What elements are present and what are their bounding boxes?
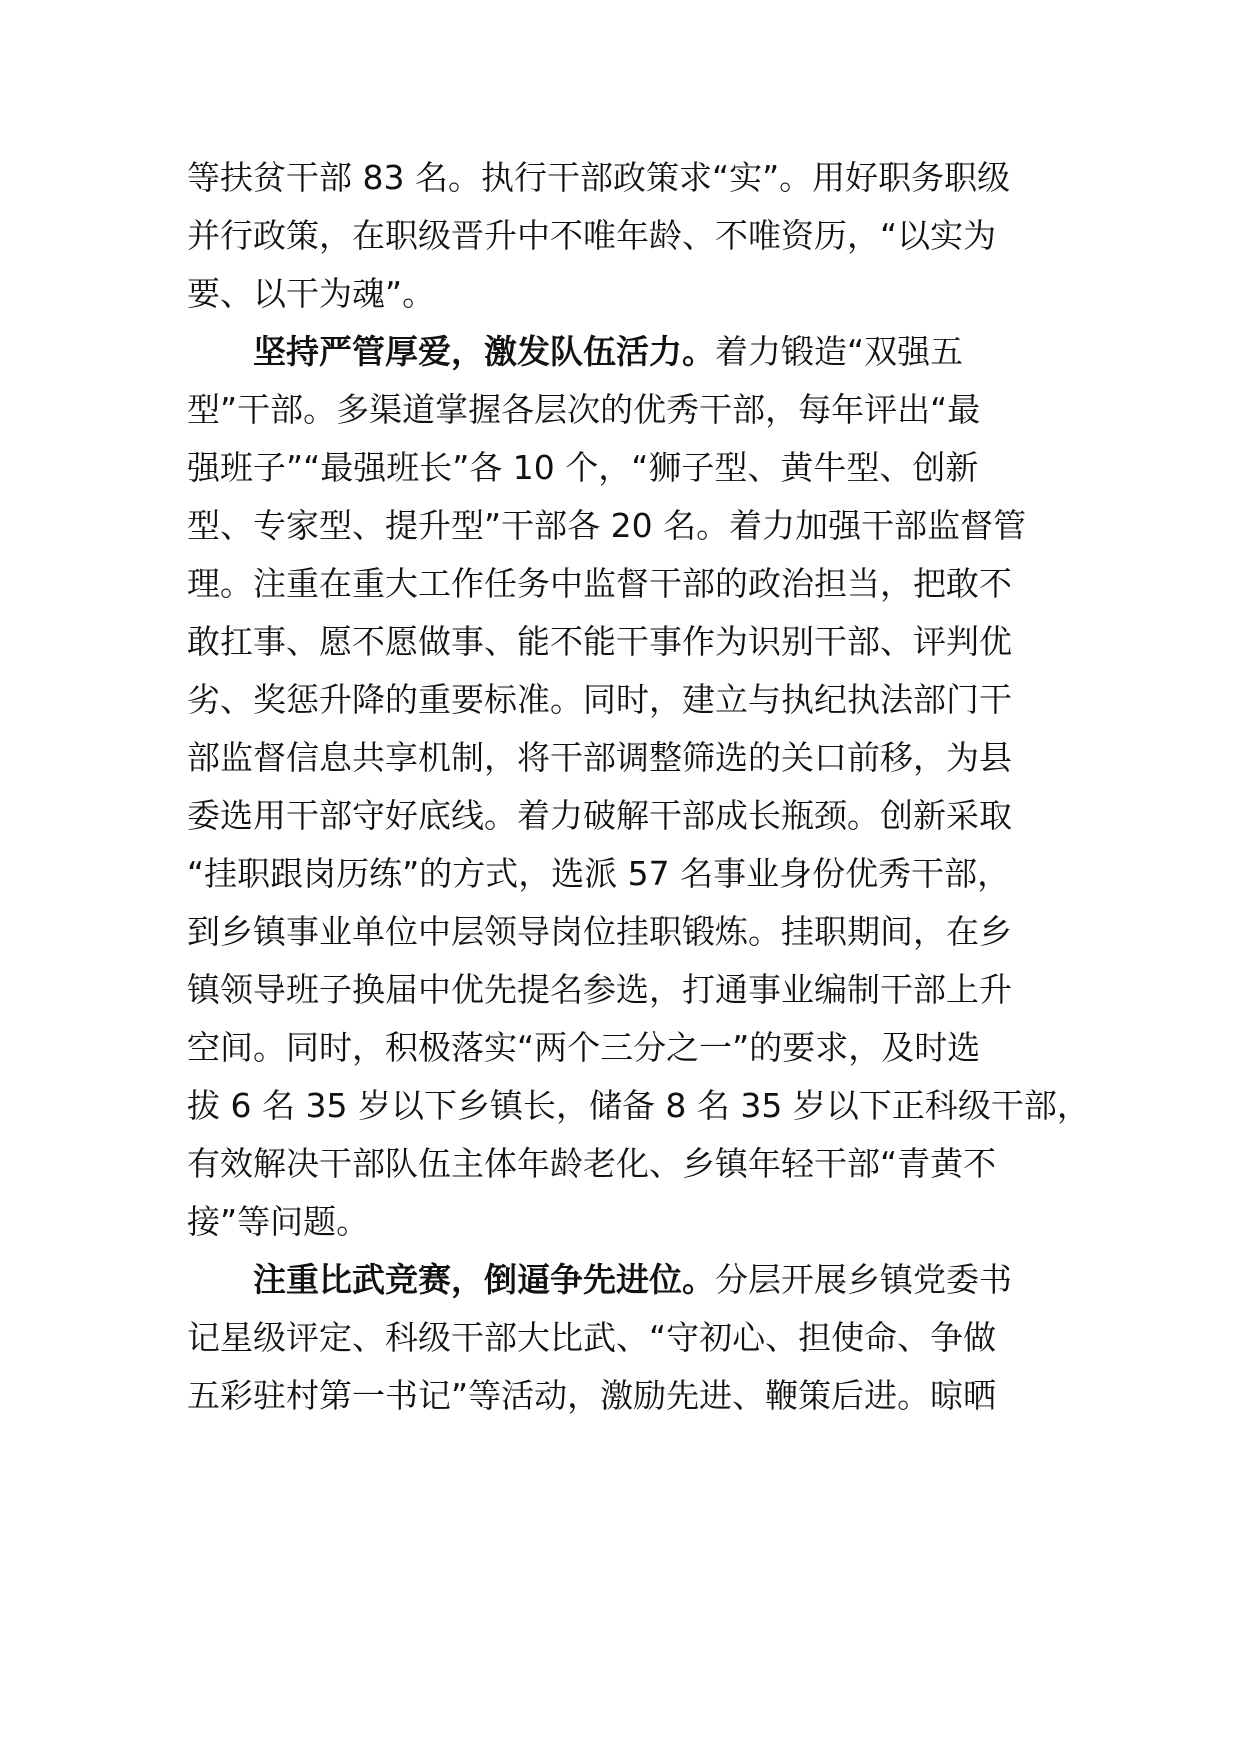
paragraph-heading: 坚持严管厚爱，激发队伍活力。 — [253, 332, 715, 371]
text-line: “挂职跟岗历练”的方式，选派 57 名事业身份优秀干部， — [187, 854, 1011, 893]
paragraph-first-line — [253, 332, 963, 372]
text-line: 要、以干为魂”。 — [187, 274, 436, 313]
text-line: 敢扛事、愿不愿做事、能不能干事作为识别干部、评判优 — [187, 622, 1012, 661]
text-line: 记星级评定、科级干部大比武、“守初心、担使命、争做 — [187, 1318, 997, 1357]
text-line: 劣、奖惩升降的重要标准。同时，建立与执纪执法部门干 — [187, 680, 1012, 719]
text-line: 型”干部。多渠道掌握各层次的优秀干部，每年评出“最 — [187, 390, 981, 429]
text-line: 接”等问题。 — [187, 1202, 370, 1241]
text-span: 着力锻造“双强五 — [715, 332, 964, 371]
paragraph-heading: 注重比武竞赛，倒逼争先进位。 — [253, 1260, 715, 1299]
text-line: 委选用干部守好底线。着力破解干部成长瓶颈。创新采取 — [187, 796, 1012, 835]
text-line: 型、专家型、提升型”干部各 20 名。着力加强干部监督管 — [187, 506, 1027, 545]
text-line: 强班子”“最强班长”各 10 个，“狮子型、黄牛型、创新 — [187, 448, 979, 487]
text-line: 拔 6 名 35 岁以下乡镇长，储备 8 名 35 岁以下正科级干部， — [187, 1086, 1090, 1125]
text-line: 部监督信息共享机制，将干部调整筛选的关口前移，为县 — [187, 738, 1012, 777]
paragraph-first-line — [253, 1260, 1012, 1300]
text-line: 空间。同时，积极落实“两个三分之一”的要求，及时选 — [187, 1028, 981, 1067]
text-line: 等扶贫干部 83 名。执行干部政策求“实”。用好职务职级 — [187, 158, 1011, 197]
text-line: 五彩驻村第一书记”等活动，激励先进、鞭策后进。晾晒 — [187, 1376, 997, 1415]
text-line: 并行政策，在职级晋升中不唯年龄、不唯资历，“以实为 — [187, 216, 997, 255]
text-line: 镇领导班子换届中优先提名参选，打通事业编制干部上升 — [187, 970, 1012, 1009]
text-line: 有效解决干部队伍主体年龄老化、乡镇年轻干部“青黄不 — [187, 1144, 997, 1183]
text-line: 到乡镇事业单位中层领导岗位挂职锻炼。挂职期间，在乡 — [187, 912, 1012, 951]
text-line: 理。注重在重大工作任务中监督干部的政治担当，把敢不 — [187, 564, 1012, 603]
text-span: 分层开展乡镇党委书 — [715, 1260, 1012, 1299]
